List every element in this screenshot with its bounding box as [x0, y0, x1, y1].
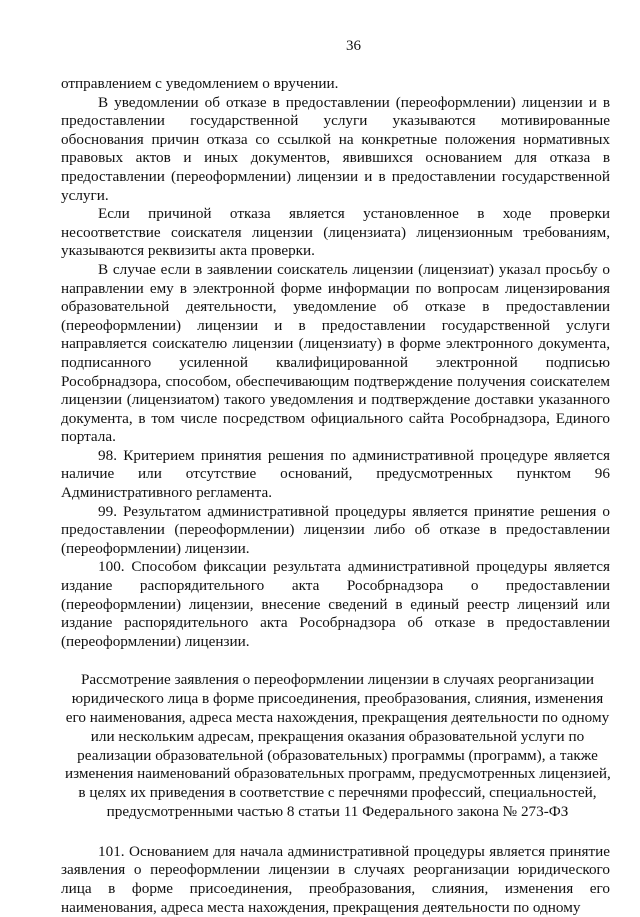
heading-line: или нескольким адресам, прекращения оказания образовательной услуги по: [90, 727, 585, 745]
page-number: 36: [346, 38, 361, 54]
paragraph-inspection-act: Если причиной отказа является установленное в ходе проверки несоответствие соискателя лицензии (лицензиата) лицензионным требованиям, указываются реквизиты акта проверки.: [61, 205, 610, 260]
heading-line: Рассмотрение заявления о переоформлении лицензии в случаях реорганизации: [80, 671, 595, 689]
paragraph-electronic-notice: В случае если в заявлении соискатель лицензии (лицензиат) указал просьбу о направлении ему в электронной форме информации по вопросам лицензирования образовательной деятельности, уведомление об отказе в предоставлении (переоформлении) лицензии и в предоставлении государственной услуги направляется соискателю лицензии (лицензиату) в форме электронного документа, подписанного усиленной квалифицированной электронной подписью Рособрнадзора, способом, обеспечивающим подтверждение получения соискателем лицензии (лицензиатом) такого уведомления и подтверждение доставки указанного документа, в том числе посредством официального сайта Рособрнадзора, Единого портала.: [61, 260, 610, 446]
paragraph-101: 101. Основанием для начала административной процедуры является принятие заявления о переоформлении лицензии в случаях реорганизации юридического лица в форме присоединения, преобразования, слияния, изменения его наименования, адреса места нахождения, прекращения деятельности по одному: [61, 842, 610, 916]
heading-line: реализации образовательной (образовательных) программы (программ), а также: [77, 746, 598, 764]
paragraph-99: 99. Результатом административной процедуры является принятие решения о предоставлении (переоформлении) лицензии либо об отказе в предоставлении (переоформлении) лицензии.: [61, 502, 610, 557]
paragraph-refusal-notice: В уведомлении об отказе в предоставлении (переоформлении) лицензии и в предоставлении государственной услуги указываются мотивированные обоснования причин отказа со ссылкой на конкретные положения нормативных правовых актов и иных документов, явившихся основанием для отказа в предоставлении (переоформлении) лицензии и в предоставлении государственной услуги.: [61, 93, 610, 204]
paragraph-continuation: отправлением с уведомлением о вручении.: [61, 75, 339, 92]
heading-line: юридического лица в форме присоединения, преобразования, слияния, изменения: [71, 690, 604, 708]
heading-line: в целях их приведения в соответствие с перечнями профессий, специальностей,: [78, 784, 597, 802]
heading-line: его наименования, адреса места нахождения, прекращения деятельности по одному: [65, 709, 610, 726]
paragraph-100: 100. Способом фиксации результата административной процедуры является издание распорядительного акта Рособрнадзора о предоставлении (переоформлении) лицензии, внесение сведений в единый реестр лицензий или издание распорядительного акта Рособрнадзора об отказе в предоставлении (переоформлении) лицензии.: [61, 558, 610, 650]
heading-line: изменения наименований образовательных программ, предусмотренных лицензией,: [65, 765, 611, 783]
heading-line: предусмотренными частью 8 статьи 11 Федерального закона № 273-ФЗ: [106, 802, 569, 820]
paragraph-98: 98. Критерием принятия решения по административной процедуре является наличие или отсутствие оснований, предусмотренных пунктом 96 Административного регламента.: [61, 446, 610, 502]
section-heading: [61, 671, 610, 821]
